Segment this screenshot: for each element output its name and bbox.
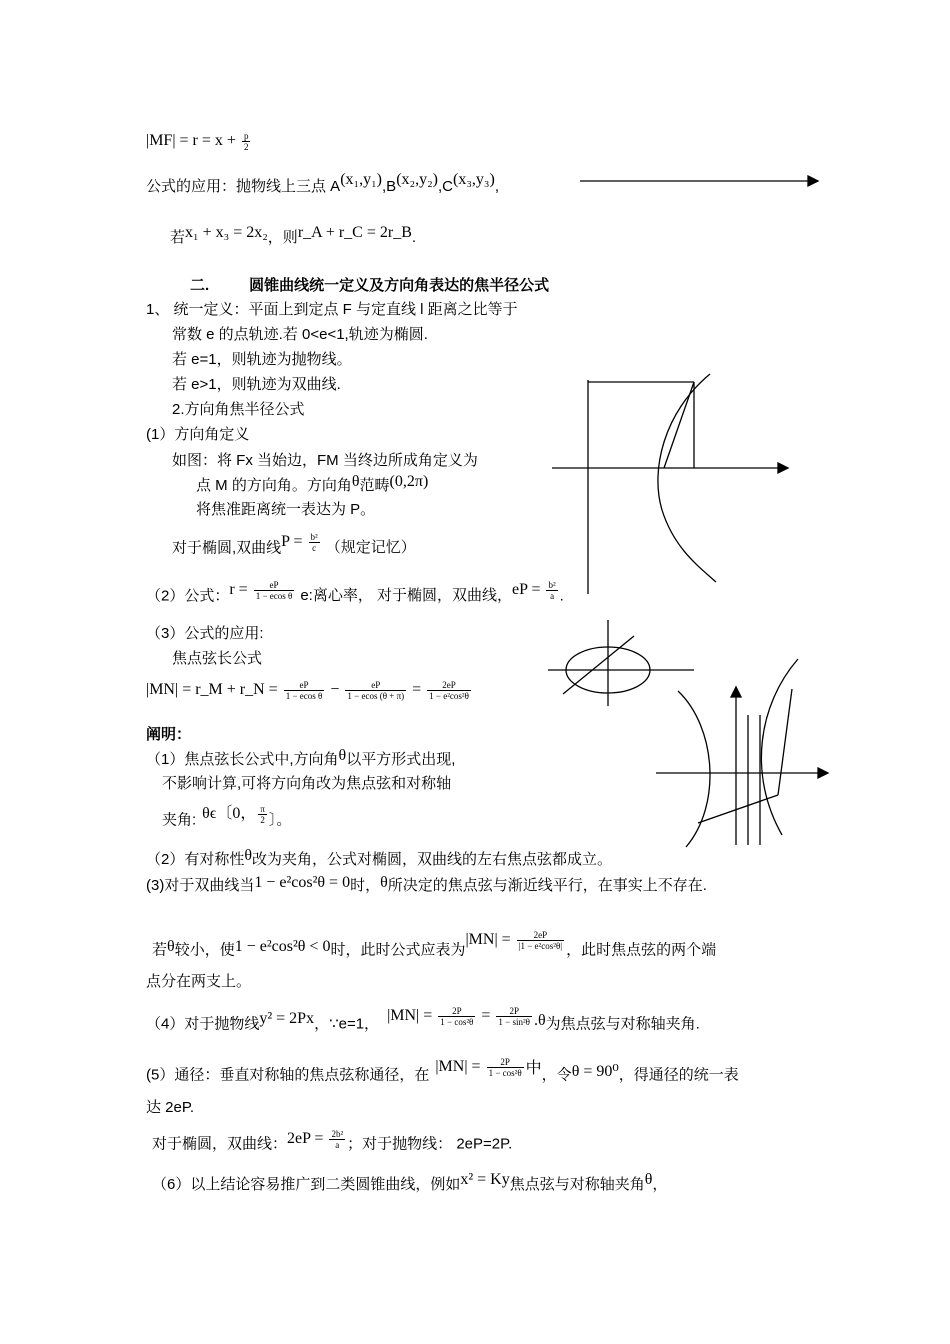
frac-num: b² (548, 580, 556, 590)
text: 时， (350, 877, 381, 894)
text: ， (652, 1176, 668, 1193)
parabola-x2-equation: x² = Ky (460, 1171, 510, 1188)
text: (5）通径：垂直对称轴的焦点弦称通径，在 (146, 1066, 430, 1084)
text: （2）有对称性 (146, 851, 245, 868)
text: 〕。 (268, 811, 292, 829)
hyperbola-figure (656, 655, 836, 850)
text: (3)对于双曲线当 (146, 877, 255, 894)
frac-num: 2P (496, 1006, 532, 1017)
text: 夹角: (162, 811, 197, 829)
r-sum-equation: r_A + r_C = 2r_B (297, 224, 412, 241)
theta-symbol: θ (351, 473, 360, 490)
x-axis-arrowhead (778, 463, 788, 473)
angle-range: (0,2π) (389, 473, 429, 490)
explanation-1 (146, 747, 456, 770)
frac-num: 2eP (517, 930, 564, 941)
focal-distance-line: 将焦准距离统一表达为 P。 (196, 501, 376, 518)
text: ,B (382, 178, 397, 195)
frac-den: a (550, 591, 555, 601)
x-sum-equation: x₁ + x₃ = 2x₂ (185, 224, 268, 241)
unified-definition: 1、 统一定义：平面上到定点 F 与定直线 l 距离之比等于 (146, 301, 518, 318)
direction-angle-text: 如图：将 Fx 当始边，FM 当终边所成角定义为 (172, 452, 478, 469)
conic-branch (658, 374, 716, 582)
explanation-1-cont: 不影响计算,可将方向角改为焦点弦和对称轴 (162, 775, 452, 792)
section-title: 圆锥曲线统一定义及方向角表达的焦半径公式 (249, 277, 550, 294)
text: 公式的应用：抛物线上三点 A (146, 178, 341, 195)
text: 对于椭圆，双曲线： (152, 1135, 288, 1153)
parabola-equation: y² = 2Px (259, 1010, 315, 1028)
theta-interval: θϵ〔0， (202, 805, 257, 823)
text: ,C (438, 178, 453, 195)
mn-equals: |MN| = (387, 1007, 437, 1025)
theta-symbol: θ (644, 1171, 653, 1188)
text: （规定记忆） (325, 539, 416, 557)
mf-formula-text: |MF| = r = x + (146, 132, 240, 150)
direction-angle-figure (552, 370, 792, 600)
frac-den: 1 − e²cos²θ (429, 691, 469, 701)
radius-formula-line (146, 580, 564, 607)
fraction-sin (496, 1006, 532, 1027)
fraction-ep-over-1-ecos (254, 580, 295, 601)
theta-symbol: θ (244, 847, 253, 864)
fraction-1 (284, 680, 325, 701)
generalization-line (152, 1171, 668, 1195)
r-equals: r = (229, 581, 252, 599)
definition-hyperbola: 若 e>1，则轨迹为双曲线. (172, 376, 341, 393)
small-theta-line (152, 930, 717, 961)
subsection-heading: 2.方向角焦半径公式 (172, 401, 305, 418)
frac-num: eP (345, 680, 406, 691)
latus-rectum-line (146, 1057, 739, 1086)
text: = (408, 681, 426, 699)
section-heading (190, 276, 549, 296)
text: 较小，使 (174, 941, 235, 959)
theta-90: θ = 90⁰ (571, 1063, 619, 1081)
angle-interval-line (162, 804, 292, 831)
text: ，则 (267, 229, 298, 246)
frac-den: 1 − ecos (θ + π) (347, 691, 405, 701)
text: 若 (152, 941, 168, 959)
theta-symbol: θ (338, 747, 347, 764)
focal-chord (778, 689, 792, 795)
fraction-cos (438, 1006, 475, 1027)
text: （4）对于抛物线 (146, 1015, 260, 1033)
focal-chord (563, 636, 634, 694)
horizontal-arrow (580, 172, 825, 192)
text: （6）以上结论容易推广到二类圆锥曲线，例如 (152, 1176, 461, 1193)
frac-den: 1 − sin²θ (498, 1017, 530, 1027)
text: ，∵e=1， (314, 1015, 380, 1033)
frac-num: 2b² (331, 1129, 344, 1139)
fraction-2 (345, 680, 406, 701)
application-line (146, 171, 499, 197)
frac-den: c (312, 543, 317, 553)
frac-num: p (243, 131, 249, 141)
point-a-coords: (x₁,y₁) (340, 171, 382, 188)
definition-ellipse: 常数 e 的点轨迹.若 0<e<1,轨迹为椭圆. (172, 326, 428, 343)
text: . (559, 587, 564, 605)
text: 范畴 (359, 477, 390, 494)
fraction-p-over-2 (242, 131, 251, 152)
point-c-coords: (x₃,y₃) (453, 171, 495, 188)
text: ，此时焦点弦的两个端 (566, 941, 717, 959)
parabola-line (146, 1006, 700, 1035)
fraction-abs (517, 930, 564, 951)
sum-condition-line (170, 224, 417, 248)
ep-equals: eP = (512, 581, 545, 599)
explanation-2 (146, 847, 613, 870)
p-equals: P = (281, 533, 307, 551)
text: ，得通径的统一表 (618, 1066, 739, 1084)
text: 中 (525, 1060, 542, 1078)
section-number: 二. (190, 277, 210, 294)
negative-condition: 1 − e²cos²θ < 0 (234, 938, 331, 956)
text: e:离心率， 对于椭圆，双曲线， (300, 587, 513, 605)
frac-num: π (260, 804, 265, 814)
text: 改为夹角，公式对椭圆，双曲线的左右焦点弦都成立。 (252, 851, 613, 868)
text: = (477, 1007, 495, 1025)
text: 所决定的焦点弦与渐近线平行，在事实上不存在. (387, 877, 707, 894)
frac-num: 2P (487, 1057, 524, 1068)
frac-den: 1 − ecos θ (285, 691, 323, 701)
left-branch (678, 691, 710, 847)
fraction-3 (427, 680, 471, 701)
text: 焦点弦与对称轴夹角 (509, 1176, 645, 1193)
text: |MN| = r_M + r_N = (146, 681, 282, 699)
theta-symbol: θ (380, 874, 388, 891)
theta-symbol: .θ (534, 1012, 546, 1030)
latus-rectum-cont: 达 2eP. (146, 1099, 195, 1116)
angle-range-line (196, 473, 429, 496)
frac-num: eP (254, 580, 295, 591)
text: 若 (170, 229, 186, 246)
text: （1）焦点弦长公式中,方向角 (146, 751, 339, 768)
frac-num: 2eP (427, 680, 471, 691)
fraction-b2-over-c (309, 532, 320, 553)
x-axis-arrowhead (818, 768, 828, 778)
explanation-heading: 阐明： (146, 726, 192, 743)
text: − (326, 681, 344, 699)
mf-formula (146, 131, 252, 152)
definition-parabola: 若 e=1，则轨迹为抛物线。 (172, 351, 352, 368)
focal-chord-formula (146, 680, 473, 701)
point-b-coords: (x₂,y₂) (396, 171, 438, 188)
fraction-2b2-over-a (329, 1129, 345, 1150)
arrow-head (808, 176, 818, 186)
frac-den: 2 (260, 815, 265, 825)
text: ，令 (541, 1066, 572, 1084)
frac-num: b² (310, 532, 318, 542)
frac-den: 1 − ecos θ (255, 591, 293, 601)
frac-num: 2P (438, 1006, 475, 1017)
text: ；对于抛物线： 2eP=2P. (347, 1135, 513, 1153)
zero-condition: 1 − e²cos²θ = 0 (254, 874, 351, 891)
cross-chord (698, 795, 778, 823)
text: （2）公式： (146, 587, 230, 605)
y-axis-arrowhead (731, 687, 741, 697)
frac-den: 2 (243, 142, 249, 152)
frac-den: 1 − cos²θ (488, 1068, 522, 1078)
right-branch (761, 659, 798, 835)
direction-angle-heading: (1）方向角定义 (146, 426, 250, 443)
text: 为焦点弦与对称轴夹角. (545, 1015, 700, 1033)
application-heading: （3）公式的应用: (146, 625, 264, 642)
small-theta-cont: 点分在两支上。 (146, 973, 252, 990)
frac-den: |1 − e²cos²θ| (518, 941, 563, 951)
text: . (411, 229, 417, 246)
latus-rectum-values (152, 1129, 513, 1155)
theta-symbol: θ (167, 938, 175, 956)
fraction-pi-over-2 (258, 804, 267, 825)
frac-den: 1 − cos²θ (440, 1017, 474, 1027)
two-ep-equals: 2eP = (287, 1130, 328, 1148)
text: 时，此时公式应表为 (330, 941, 466, 959)
focal-chord-heading: 焦点弦长公式 (172, 650, 263, 667)
text: , (494, 178, 499, 195)
fraction-cos (487, 1057, 524, 1078)
mn-equals: |MN| = (435, 1058, 485, 1076)
mn-equals: |MN| = (465, 931, 515, 949)
text: 对于椭圆,双曲线 (172, 539, 282, 557)
explanation-3 (146, 876, 707, 896)
text: 点 M 的方向角。方向角 (196, 477, 352, 494)
text: 以平方形式出现, (346, 751, 456, 768)
frac-num: eP (284, 680, 325, 691)
p-formula-line (172, 532, 416, 559)
frac-den: a (335, 1140, 340, 1150)
